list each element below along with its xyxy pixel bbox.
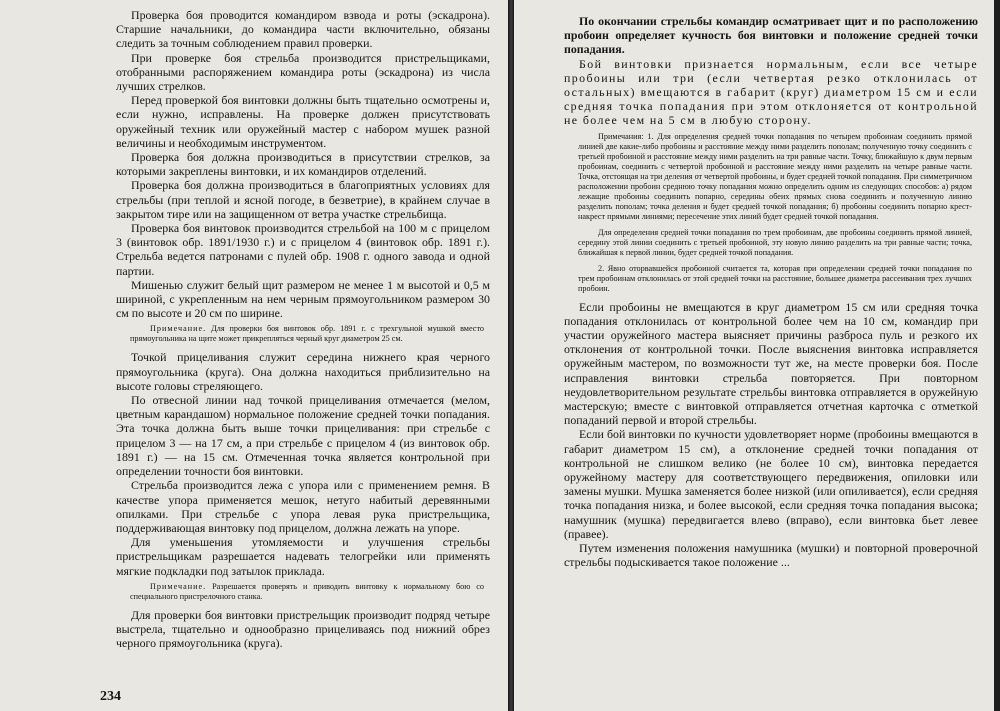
paragraph: Если бой винтовки по кучности удовлетворяет норме (пробоины вмещаются в габарит диаметром 15 см), а отклонение средней точки попадания от контрольной не слишком велико (не более 10 см), винтовка передается оружейному мастеру для соответствующего передвижения, опиловки или замены мушки. Мушка заменяется более низкой (или опиливается), если средняя точка попадания низка, и более высокой, если средняя точка попадания высока; намушник (мушка) передвигается влево (вправо), если винтовка бьет левее (правее). <box>564 427 978 541</box>
paragraph: Точкой прицеливания служит середина нижнего края черного прямоугольника (круга). Она должна находиться приблизительно на высоте головы стреляющего. <box>116 350 490 393</box>
note-label: Примечание. <box>150 581 207 591</box>
footnote: Примечания: 1. Для определения средней точки попадания по четырем пробоинам соединить прямой линией две какие-либо пробоины и расстояние между ними разделить пополам; полученную точку соединить с третьей пробоиной и расстояние между ними разделить на три равные части. Точку, ближайшую к двум первым пробоинам, соединить с четвертой пробоиной и расстояние между ними разделить на четыре равные части. Точка, отстоящая на три деления от четвертой пробоины, и будет средней точкой попадания. При симметричном расположении пробоин среднюю точку попадания можно определить одним из следующих способов: а) рядом лежащие пробоины соединить попарно, середины обеих прямых снова соединить и полученную линию разделить пополам; точка деления и будет средней точкой попадания; б) пробоины соединить попарно крест-накрест прямыми линиями; пересечение этих линий будет средней точкой попадания. <box>578 131 972 221</box>
note-text: Для проверки боя винтовок обр. 1891 г. с трехгульной мушкой вместо прямоугольника на щите может прикрепляться черный круг диаметром 25 см. <box>130 324 485 344</box>
page-number: 234 <box>100 689 121 704</box>
paragraph: Бой винтовки признается нормальным, если все четыре пробоины или три (если четвертая резко отклонилась от остальных) вмещаются в габарит (круг) диаметром 15 см и если средняя точка попадания при этом отклоняется от контрольной не более чем на 5 см в любую сторону. <box>564 56 978 128</box>
paragraph: Проверка боя должна производиться в благоприятных условиях для стрельбы (при теплой и ясной погоде, в безветрие), в крайнем случае в закрытом тире или на защищенном от ветра участке стрельбища. <box>116 178 490 221</box>
note-label: Примечание. <box>150 324 207 334</box>
paragraph: Для проверки боя винтовки пристрельщик производит подряд четыре выстрела, тщательно и однообразно прицеливаясь под нижний обрез черного прямоугольника (круга). <box>116 607 490 651</box>
paragraph: Путем изменения положения намушника (мушки) и повторной проверочной стрельбы подыскивается такое положение ... <box>564 541 978 570</box>
paragraph: По отвесной линии над точкой прицеливания отмечается (мелом, цветным карандашом) нормальное положение средней точки попадания. Эта точка должна быть выше точки прицеливания: при стрельбе с прицелом 3 — на 17 см, а при стрельбе с прицелом 4 (из винтовок обр. 1891 г.) — на 15 см. Отмеченная точка является контрольной при определении точности боя винтовки. <box>116 393 490 479</box>
note-text: Разрешается проверять и приводить винтовку к нормальному бою со специального пристрелочного станка. <box>130 581 485 601</box>
paragraph: По окончании стрельбы командир осматривает щит и по расположению пробоин определяет кучность боя винтовки и положение средней точки попадания. <box>564 14 978 57</box>
footnote: Для определения средней точки попадания по трем пробоинам, две пробоины соединить прямой линией, середину этой линии соединить с третьей пробоиной, эту новую линию разделить на три равные части; точка, ближайшая к первой линии, будет средней точкой попадания. <box>578 227 972 257</box>
paragraph: Проверка боя проводится командиром взвода и роты (эскадрона). Старшие начальники, до командира части включительно, обязаны следить за точным соблюдением правил проверки. <box>116 8 490 51</box>
footnote <box>116 324 490 344</box>
paragraph: При проверке боя стрельба производится пристрельщиками, отобранными распоряжением командира роты (эскадрона) из числа лучших стрелков. <box>116 50 490 94</box>
footnote <box>116 582 490 602</box>
paragraph: Перед проверкой боя винтовки должны быть тщательно осмотрены и, если нужно, исправлены. На проверке должен присутствовать оружейный техник или оружейный мастер с набором мушек разной величины и необходимым инструментом. <box>116 93 490 150</box>
page-edge <box>994 0 1000 711</box>
paragraph: Мишенью служит белый щит размером не менее 1 м высотой и 0,5 м шириной, с укрепленным на нем черным прямоугольником размером 30 см по высоте и 20 см по ширине. <box>116 277 490 321</box>
paragraph: Если пробоины не вмещаются в круг диаметром 15 см или средняя точка попадания отклонилась от контрольной более чем на 10 см, командир при участии оружейного мастера выясняет причины разброса пуль и резкого их отклонения от контрольной точки. После выяснения винтовка исправляется оружейным мастером, по возможности тут же, на месте проверки боя. После исправления винтовки стрельба повторяется. При повторном неудовлетворительном результате стрельбы винтовка отправляется в оружейную мастерскую; вместе с винтовкой отправляется отчетная карточка с отметкой попаданий первой и второй стрельбы. <box>564 299 978 428</box>
paragraph: Проверка боя винтовок производится стрельбой на 100 м с прицелом 3 (винтовок обр. 1891/1930 г.) и с прицелом 4 (винтовок обр. 1891 г.). Стрельба ведется патронами с пулей обр. 1908 г. одного завода и одной партии. <box>116 221 490 278</box>
paragraph: Проверка боя должна производиться в присутствии стрелков, за которыми закреплены винтовки, и их командиров отделений. <box>116 150 490 179</box>
footnote: 2. Явно оторвавшейся пробоиной считается та, которая при определении средней точки попадания по трем пробоинам отклонилась от этой средней точки на расстояние, большее диаметра рассеивания трех лучших пробоин. <box>578 263 972 293</box>
right-page <box>514 0 1000 711</box>
paragraph: Стрельба производится лежа с упора или с применением ремня. В качестве упора применяется мешок, нетуго набитый деревянными опилками. При стрельбе с упора левая рука пристрельщика, поддерживающая винтовку под прицелом, должна лежать на упоре. <box>116 478 490 535</box>
paragraph: Для уменьшения утомляемости и улучшения стрельбы пристрельщикам разрешается надевать телогрейки или применять мягкие подкладки под затылок приклада. <box>116 535 490 578</box>
